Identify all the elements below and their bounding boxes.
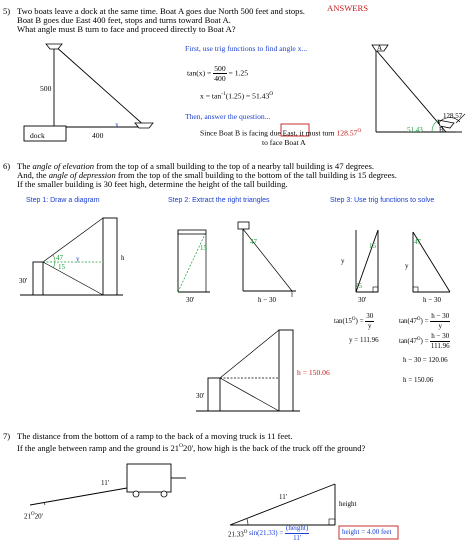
answer-value: 128.57 <box>336 128 358 138</box>
tan15-num: 30 <box>366 312 374 320</box>
q5-hint-2: Then, answer the question... <box>185 112 271 121</box>
s1-label-y: y <box>76 255 80 263</box>
q7-eq-den: 11' <box>293 534 302 542</box>
tan47b-left: tan(47 <box>399 337 417 346</box>
s1-label-h: h <box>121 254 125 262</box>
q5-label-5143: 51.43 <box>407 126 423 134</box>
tan15-den: y <box>368 322 372 330</box>
q7-label-2133 <box>228 529 247 538</box>
tan47b-den: 111.96 <box>430 342 450 350</box>
s3-label-y2: y <box>405 262 409 270</box>
q6-step-2: Step 2: Extract the right triangles <box>168 197 270 204</box>
s2-lower-label-30: 30' <box>196 392 205 400</box>
q5-label-x: x <box>115 120 119 129</box>
tan15-degree: O <box>351 316 356 322</box>
q7-answer: height = 4.00 feet <box>342 528 392 536</box>
q5-label-500: 500 <box>40 84 52 93</box>
q6-line1-b: from the top of a small building to the top of a nearby tall building is 47 degrees. <box>94 161 375 171</box>
q6-step-1: Step 1: Draw a diagram <box>26 197 100 204</box>
q7-line2-degree: O <box>179 443 184 449</box>
q7-eq-fraction <box>285 524 309 543</box>
eq2-left: x = tan <box>200 91 222 101</box>
s3-label-h30: h − 30 <box>423 296 441 304</box>
tan47-degree: O <box>416 316 421 322</box>
q7-label-height: height <box>339 500 357 508</box>
tan47-den: y <box>438 322 443 330</box>
tan47-right: ) = <box>420 317 429 326</box>
q7-angle-minutes: 20' <box>34 512 43 521</box>
q5-hint-1: First, use trig functions to find angle x... <box>185 44 308 53</box>
q7-label-11-truck: 11' <box>101 479 110 487</box>
s3-label-30: 30' <box>358 296 367 304</box>
q5-answer-post: to face Boat A <box>262 138 306 147</box>
q7-eq-num: (height) <box>286 524 309 532</box>
q7-equation <box>249 524 309 543</box>
tan15-left: tan(15 <box>334 317 352 326</box>
q6-line1-a: The <box>17 161 33 171</box>
h-result: h = 150.06 <box>403 376 434 384</box>
eq1-right: = 1.25 <box>228 68 249 78</box>
q6-line3: If the smaller building is 30 feet high, determine the height of the tall building. <box>17 179 288 189</box>
y-result: y = 111.96 <box>349 336 379 344</box>
s1-label-47: 47 <box>56 254 63 262</box>
q5-label-b: B <box>439 126 444 134</box>
tan47-left: tan(47 <box>399 317 417 326</box>
answers-heading: ANSWERS <box>327 3 369 13</box>
s2-label-30: 30' <box>186 296 195 304</box>
answer-degree: O <box>357 128 362 134</box>
q7-angle-degree: O <box>31 512 35 517</box>
q5-label-400: 400 <box>92 131 104 140</box>
q6-line1-italic: angle of elevation <box>32 161 95 171</box>
q5-label-a: A <box>377 44 383 52</box>
answer-pre: Since Boat B is facing due East, it must turn <box>200 128 335 138</box>
truck-body <box>127 464 171 492</box>
s3-label-75: 75 <box>355 282 362 290</box>
q7-line2-b: 20', how high is the back of the truck off the ground? <box>183 442 366 453</box>
eq1-numerator: 500 <box>214 64 226 73</box>
s3-label-15: 15 <box>369 242 376 250</box>
q5-label-12857: 128.57 <box>443 112 463 120</box>
q6-line2-a: And, the <box>17 170 49 180</box>
s3-label-y: y <box>341 257 345 265</box>
q6-line2-b: from the top of the small building to the bottom of the tall building is 15 degrees. <box>115 170 397 180</box>
q5-text-line2: Boat B goes due East 400 feet, stops and turns toward Boat A. <box>17 15 231 25</box>
tan47b-degree: O <box>416 336 421 342</box>
q7-label-11-tri: 11' <box>279 493 288 501</box>
tan47-num: h − 30 <box>431 312 450 320</box>
q6-line2-italic: angle of depression <box>48 170 116 180</box>
q7-eq-left: sin(21.33) = <box>249 529 284 538</box>
q5-number: 5) <box>3 6 11 16</box>
q7-label-angle <box>24 511 43 520</box>
tan47b-right: ) = <box>420 337 429 346</box>
s1-label-30: 30' <box>19 277 28 285</box>
q6-step-3: Step 3: Use trig functions to solve <box>330 197 435 204</box>
q7-2133-degree: O <box>243 530 248 535</box>
q7-line2-a: If the angle between ramp and the ground is 21 <box>17 442 180 453</box>
q7-line1: The distance from the bottom of a ramp to the back of a moving truck is 11 feet. <box>17 431 293 441</box>
q7-angle-value: 21 <box>24 512 31 521</box>
q5-label-dock: dock <box>30 131 45 140</box>
s2-label-h30: h − 30 <box>258 296 276 304</box>
q7-2133-value: 21.33 <box>228 530 244 539</box>
q7-number: 7) <box>3 431 11 441</box>
s3-label-47: 47 <box>414 238 421 246</box>
eq2-degree: O <box>269 91 274 97</box>
tan47b-num: h − 30 <box>431 332 450 340</box>
s1-label-15: 15 <box>58 263 65 271</box>
tan15-right: ) = <box>355 317 364 326</box>
eq2-mid: (1.25) = 51.43 <box>225 91 270 101</box>
eq1-denominator: 400 <box>214 74 226 83</box>
s2-label-47: 47 <box>250 238 257 246</box>
q5-text-line1: Two boats leave a dock at the same time. Boat A goes due North 500 feet and stops. <box>17 6 305 16</box>
s2-lower-label-h: h = 150.06 <box>297 368 330 377</box>
q5-text-line3: What angle must B turn to face and proceed directly to Boat A? <box>17 24 236 34</box>
s2-label-15: 15 <box>200 244 207 252</box>
eq1-left: tan(x) = <box>187 68 212 78</box>
q6-number: 6) <box>3 161 11 171</box>
eq2-superscript: -1 <box>221 91 226 97</box>
h30-result: h − 30 = 120.06 <box>403 356 448 364</box>
